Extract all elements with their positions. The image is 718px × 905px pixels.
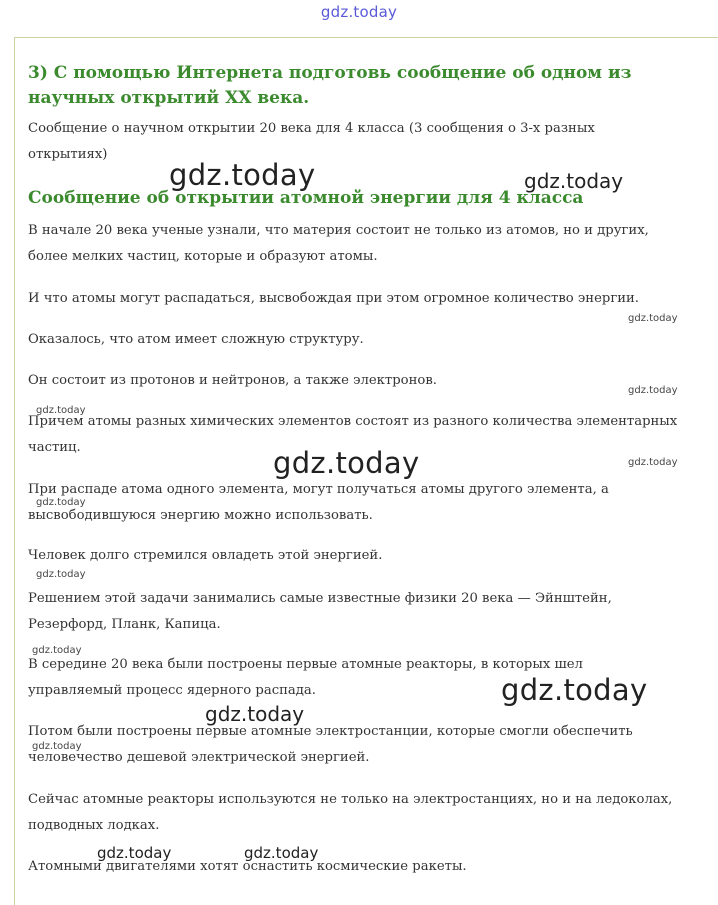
watermark: gdz.today xyxy=(36,569,86,580)
watermark: gdz.today xyxy=(524,169,624,193)
article-paragraph-5: Причем атомы разных химических элементов состоят из разного количества элементарных частиц. xyxy=(28,414,678,455)
article-paragraph-3: Оказалось, что атом имеет сложную структуру. xyxy=(28,332,364,347)
article-paragraph-9: В середине 20 века были построены первые атомные реакторы, в которых шел управляемый процесс ядерного распада. xyxy=(28,657,583,698)
task-title: 3) С помощью Интернета подготовь сообщение об одном из научных открытий XX века. xyxy=(28,63,632,108)
watermark: gdz.today xyxy=(244,844,319,862)
site-logo[interactable]: gdz.today xyxy=(320,3,398,21)
article-paragraph-11: Сейчас атомные реакторы используются не только на электростанциях, но и на ледоколах, подводных лодках. xyxy=(28,792,673,833)
watermark: gdz.today xyxy=(32,741,82,752)
article-heading: Сообщение об открытии атомной энергии для 4 класса xyxy=(28,188,584,208)
watermark: gdz.today xyxy=(169,158,316,192)
article-paragraph-4: Он состоит из протонов и нейтронов, а также электронов. xyxy=(28,373,437,388)
article-paragraph-1: В начале 20 века ученые узнали, что материя состоит не только из атомов, но и других, более мелких частиц, которые и образуют атомы. xyxy=(28,223,649,264)
watermark: gdz.today xyxy=(36,405,86,416)
watermark: gdz.today xyxy=(273,446,420,480)
watermark: gdz.today xyxy=(205,702,305,726)
watermark: gdz.today xyxy=(501,673,648,707)
watermark: gdz.today xyxy=(32,645,82,656)
article-paragraph-2: И что атомы могут распадаться, высвобождая при этом огромное количество энергии. xyxy=(28,291,640,306)
article-paragraph-12: Атомными двигателями хотят оснастить космические ракеты. xyxy=(28,859,467,874)
watermark: gdz.today xyxy=(628,457,678,468)
task-intro: Сообщение о научном открытии 20 века для 4 класса (3 сообщения о 3-х разных открытиях) xyxy=(28,121,595,162)
watermark: gdz.today xyxy=(628,385,678,396)
watermark: gdz.today xyxy=(628,313,678,324)
article-paragraph-8: Решением этой задачи занимались самые известные физики 20 века — Эйнштейн, Резерфорд, Планк, Капица. xyxy=(28,591,612,632)
article-paragraph-6: При распаде атома одного элемента, могут получаться атомы другого элемента, а высвободившуюся энергию можно использовать. xyxy=(28,482,609,523)
article-paragraph-10: Потом были построены первые атомные электростанции, которые смогли обеспечить человечество дешевой электрической энергией. xyxy=(28,724,633,765)
watermark: gdz.today xyxy=(36,497,86,508)
article-paragraph-7: Человек долго стремился овладеть этой энергией. xyxy=(28,548,383,563)
watermark: gdz.today xyxy=(97,844,172,862)
